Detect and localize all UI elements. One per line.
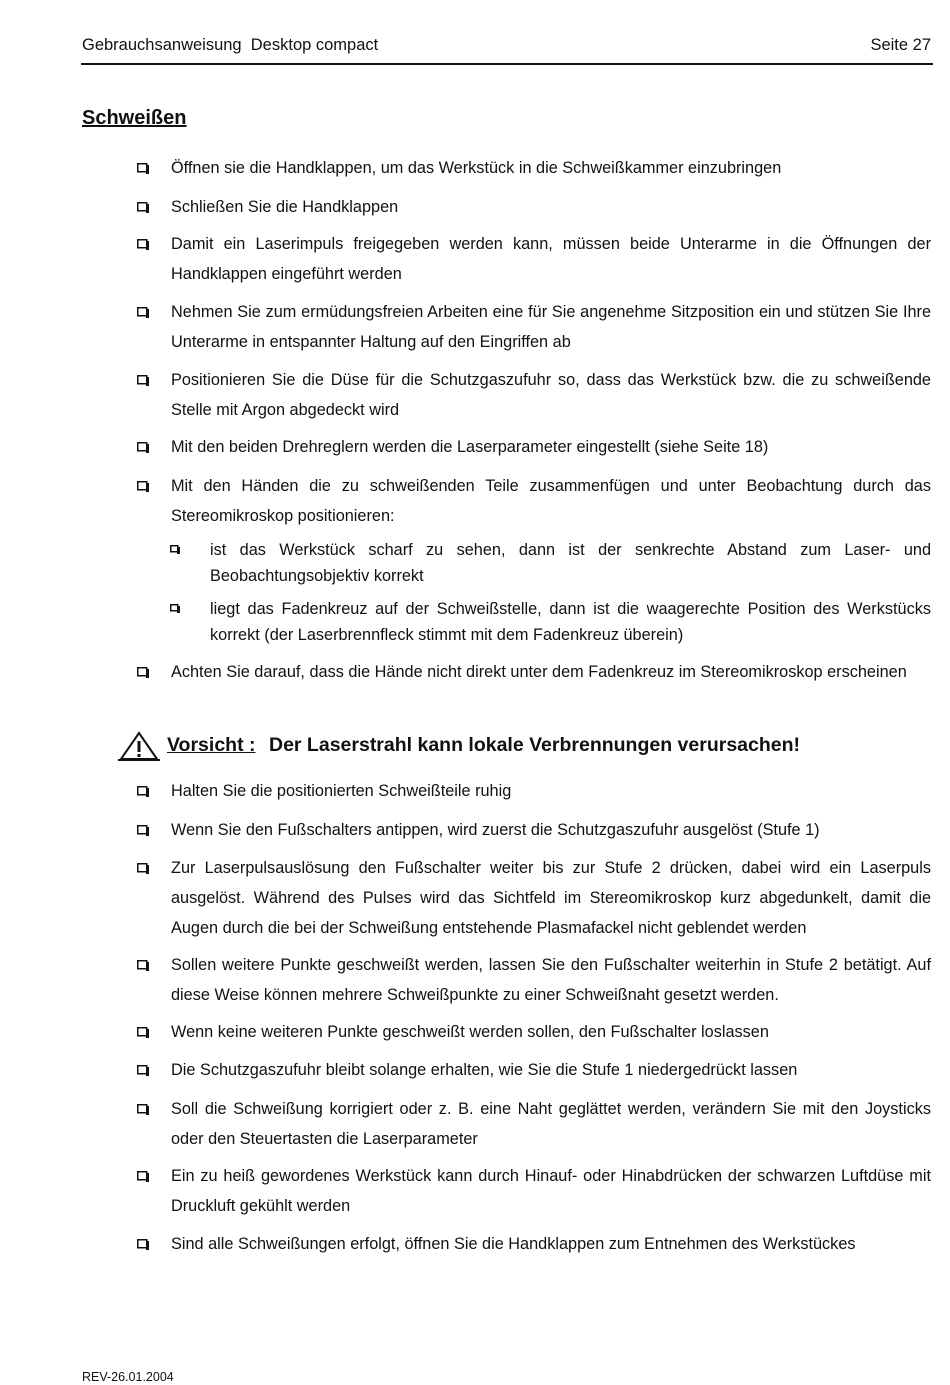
revision-footer: REV-26.01.2004 bbox=[82, 1370, 174, 1384]
checkbox-bullet-icon bbox=[137, 1239, 149, 1250]
list-item: Soll die Schweißung korrigiert oder z. B. eine Naht geglättet werden, verändern Sie mit den Joysticks oder den Steuertasten die Laserparameter bbox=[137, 1094, 931, 1154]
page-number: Seite 27 bbox=[870, 36, 931, 54]
list-item: Zur Laserpulsauslösung den Fußschalter weiter bis zur Stufe 2 drücken, dabei wird ein Laserpuls ausgelöst. Während des Pulses wird das Sichtfeld im Stereomikroskop kurz abgedunkelt, damit die Augen durch die bei der Schweißung entstehende Plasmafackel nicht geblendet werden bbox=[137, 853, 931, 943]
warning-notice bbox=[118, 730, 918, 762]
warning-triangle-icon bbox=[118, 731, 160, 761]
checkbox-bullet-icon bbox=[137, 202, 149, 213]
list-item: Ein zu heiß gewordenes Werkstück kann durch Hinauf- oder Hinabdrücken der schwarzen Luftdüse mit Druckluft gekühlt werden bbox=[137, 1161, 931, 1221]
checkbox-bullet-icon bbox=[137, 1027, 149, 1038]
list-item: Öffnen sie die Handklappen, um das Werkstück in die Schweißkammer einzubringen bbox=[137, 153, 931, 183]
list-item: Nehmen Sie zum ermüdungsfreien Arbeiten eine für Sie angenehme Sitzposition ein und stützen Sie Ihre Unterarme in entspannter Haltung auf den Eingriffen ab bbox=[137, 297, 931, 357]
list-item: Halten Sie die positionierten Schweißteile ruhig bbox=[137, 776, 931, 806]
checkbox-bullet-icon bbox=[137, 667, 149, 678]
sub-list-item: ist das Werkstück scharf zu sehen, dann ist der senkrechte Abstand zum Laser- und Beobachtungsobjektiv korrekt bbox=[170, 537, 931, 589]
section-title: Schweißen bbox=[82, 107, 187, 129]
checkbox-bullet-icon bbox=[137, 307, 149, 318]
list-item: Die Schutzgaszufuhr bleibt solange erhalten, wie Sie die Stufe 1 niedergedrückt lassen bbox=[137, 1055, 931, 1085]
checkbox-bullet-icon bbox=[137, 863, 149, 874]
list-item: Sind alle Schweißungen erfolgt, öffnen Sie die Handklappen zum Entnehmen des Werkstückes bbox=[137, 1229, 931, 1259]
checkbox-bullet-icon bbox=[137, 375, 149, 386]
checkbox-bullet-icon bbox=[137, 1065, 149, 1076]
checkbox-bullet-icon bbox=[137, 786, 149, 797]
sub-list-item: liegt das Fadenkreuz auf der Schweißstelle, dann ist die waagerechte Position des Werkstücks korrekt (der Laserbrennfleck stimmt mit dem Fadenkreuz überein) bbox=[170, 596, 931, 648]
checkbox-bullet-icon bbox=[137, 1171, 149, 1182]
list-item: Positionieren Sie die Düse für die Schutzgaszufuhr so, dass das Werkstück bzw. die zu schweißende Stelle mit Argon abgedeckt wird bbox=[137, 365, 931, 425]
checkbox-bullet-icon bbox=[137, 825, 149, 836]
list-item: Sollen weitere Punkte geschweißt werden, lassen Sie den Fußschalter weiterhin in Stufe 2 betätigt. Auf diese Weise können mehrere Schweißpunkte zu einer Schweißnaht gesetzt werden. bbox=[137, 950, 931, 1010]
list-item: Wenn keine weiteren Punkte geschweißt werden sollen, den Fußschalter loslassen bbox=[137, 1017, 931, 1047]
document-title: Gebrauchsanweisung Desktop compact bbox=[82, 36, 379, 54]
checkbox-bullet-icon bbox=[170, 545, 180, 554]
list-item: Wenn Sie den Fußschalters antippen, wird zuerst die Schutzgaszufuhr ausgelöst (Stufe 1) bbox=[137, 815, 931, 845]
checkbox-bullet-icon bbox=[137, 163, 149, 174]
checkbox-bullet-icon bbox=[137, 960, 149, 971]
warning-label: Vorsicht : bbox=[167, 734, 256, 756]
checkbox-bullet-icon bbox=[137, 442, 149, 453]
warning-text: Der Laserstrahl kann lokale Verbrennungen verursachen! bbox=[269, 734, 801, 756]
checkbox-bullet-icon bbox=[170, 604, 180, 613]
list-item: Mit den Händen die zu schweißenden Teile zusammenfügen und unter Beobachtung durch das Stereomikroskop positionieren: bbox=[137, 471, 931, 531]
list-item: Achten Sie darauf, dass die Hände nicht direkt unter dem Fadenkreuz im Stereomikroskop erscheinen bbox=[137, 657, 931, 687]
list-item: Damit ein Laserimpuls freigegeben werden kann, müssen beide Unterarme in die Öffnungen der Handklappen eingeführt werden bbox=[137, 229, 931, 289]
page-header bbox=[81, 34, 933, 65]
checkbox-bullet-icon bbox=[137, 1104, 149, 1115]
list-item: Mit den beiden Drehreglern werden die Laserparameter eingestellt (siehe Seite 18) bbox=[137, 432, 931, 462]
checkbox-bullet-icon bbox=[137, 481, 149, 492]
checkbox-bullet-icon bbox=[137, 239, 149, 250]
list-item: Schließen Sie die Handklappen bbox=[137, 192, 931, 222]
